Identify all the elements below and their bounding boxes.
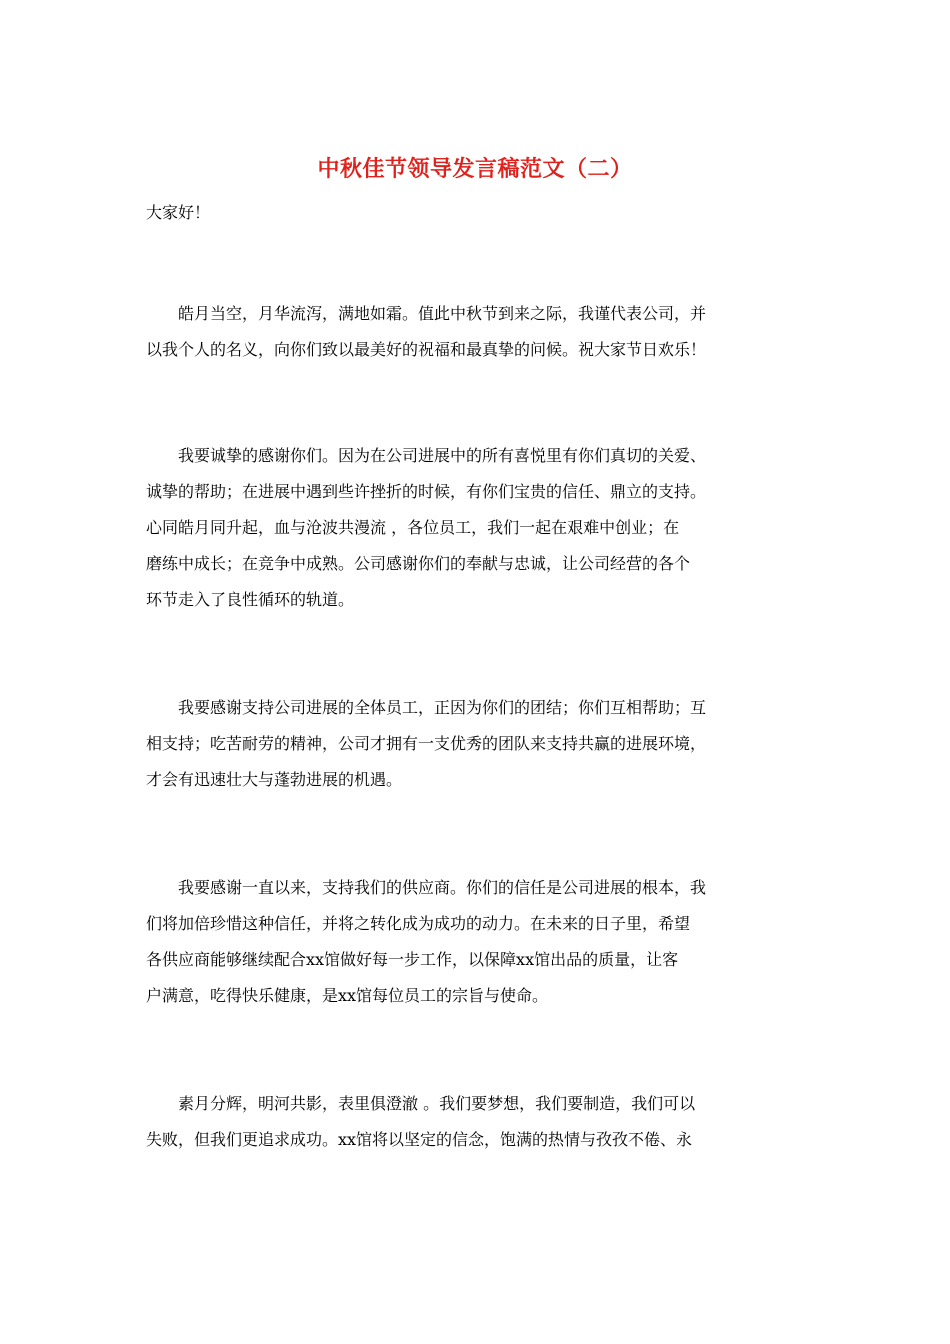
paragraph-line: 环节走入了良性循环的轨道。 (146, 590, 355, 609)
paragraph-line: 心同皓月同升起，血与沧波共漫流 ，各位员工，我们一起在艰难中创业；在 (146, 518, 680, 537)
paragraph-line: 以我个人的名义，向你们致以最美好的祝福和最真挚的问候。祝大家节日欢乐！ (146, 340, 707, 359)
paragraph-line: 失败，但我们更追求成功。xx馆将以坚定的信念，饱满的热情与孜孜不倦、永 (146, 1130, 693, 1149)
paragraph-line: 各供应商能够继续配合xx馆做好每一步工作，以保障xx馆出品的质量，让客 (146, 950, 679, 969)
paragraph-line: 诚挚的帮助；在进展中遇到些许挫折的时候，有你们宝贵的信任、鼎立的支持。 (146, 482, 707, 501)
document-title: 中秋佳节领导发言稿范文（二） (317, 156, 633, 182)
paragraph-line: 磨练中成长；在竞争中成熟。公司感谢你们的奉献与忠诚，让公司经营的各个 (146, 554, 691, 573)
paragraph-1 (146, 296, 806, 368)
paragraph-line: 才会有迅速壮大与蓬勃进展的机遇。 (146, 770, 403, 789)
paragraph-2 (146, 438, 806, 618)
paragraph-line: 我要诚挚的感谢你们。因为在公司进展中的所有喜悦里有你们真切的关爱、 (146, 446, 707, 465)
paragraph-line: 皓月当空，月华流泻，满地如霜。值此中秋节到来之际，我谨代表公司，并 (146, 304, 707, 323)
paragraph-4 (146, 870, 806, 1014)
paragraph-line: 素月分辉，明河共影，表里俱澄澈 。我们要梦想，我们要制造，我们可以 (146, 1094, 696, 1113)
paragraph-line: 我要感谢支持公司进展的全体员工，正因为你们的团结；你们互相帮助；互 (146, 698, 707, 717)
paragraph-line: 们将加倍珍惜这种信任，并将之转化成为成功的动力。在未来的日子里，希望 (146, 914, 691, 933)
paragraph-line: 我要感谢一直以来，支持我们的供应商。你们的信任是公司进展的根本，我 (146, 878, 707, 897)
paragraph-line: 户满意，吃得快乐健康，是xx馆每位员工的宗旨与使命。 (146, 986, 549, 1005)
greeting-text: 大家好！ (146, 203, 211, 222)
paragraph-line: 相支持；吃苦耐劳的精神，公司才拥有一支优秀的团队来支持共赢的进展环境， (146, 734, 707, 753)
paragraph-3 (146, 690, 806, 798)
paragraph-5 (146, 1086, 806, 1158)
